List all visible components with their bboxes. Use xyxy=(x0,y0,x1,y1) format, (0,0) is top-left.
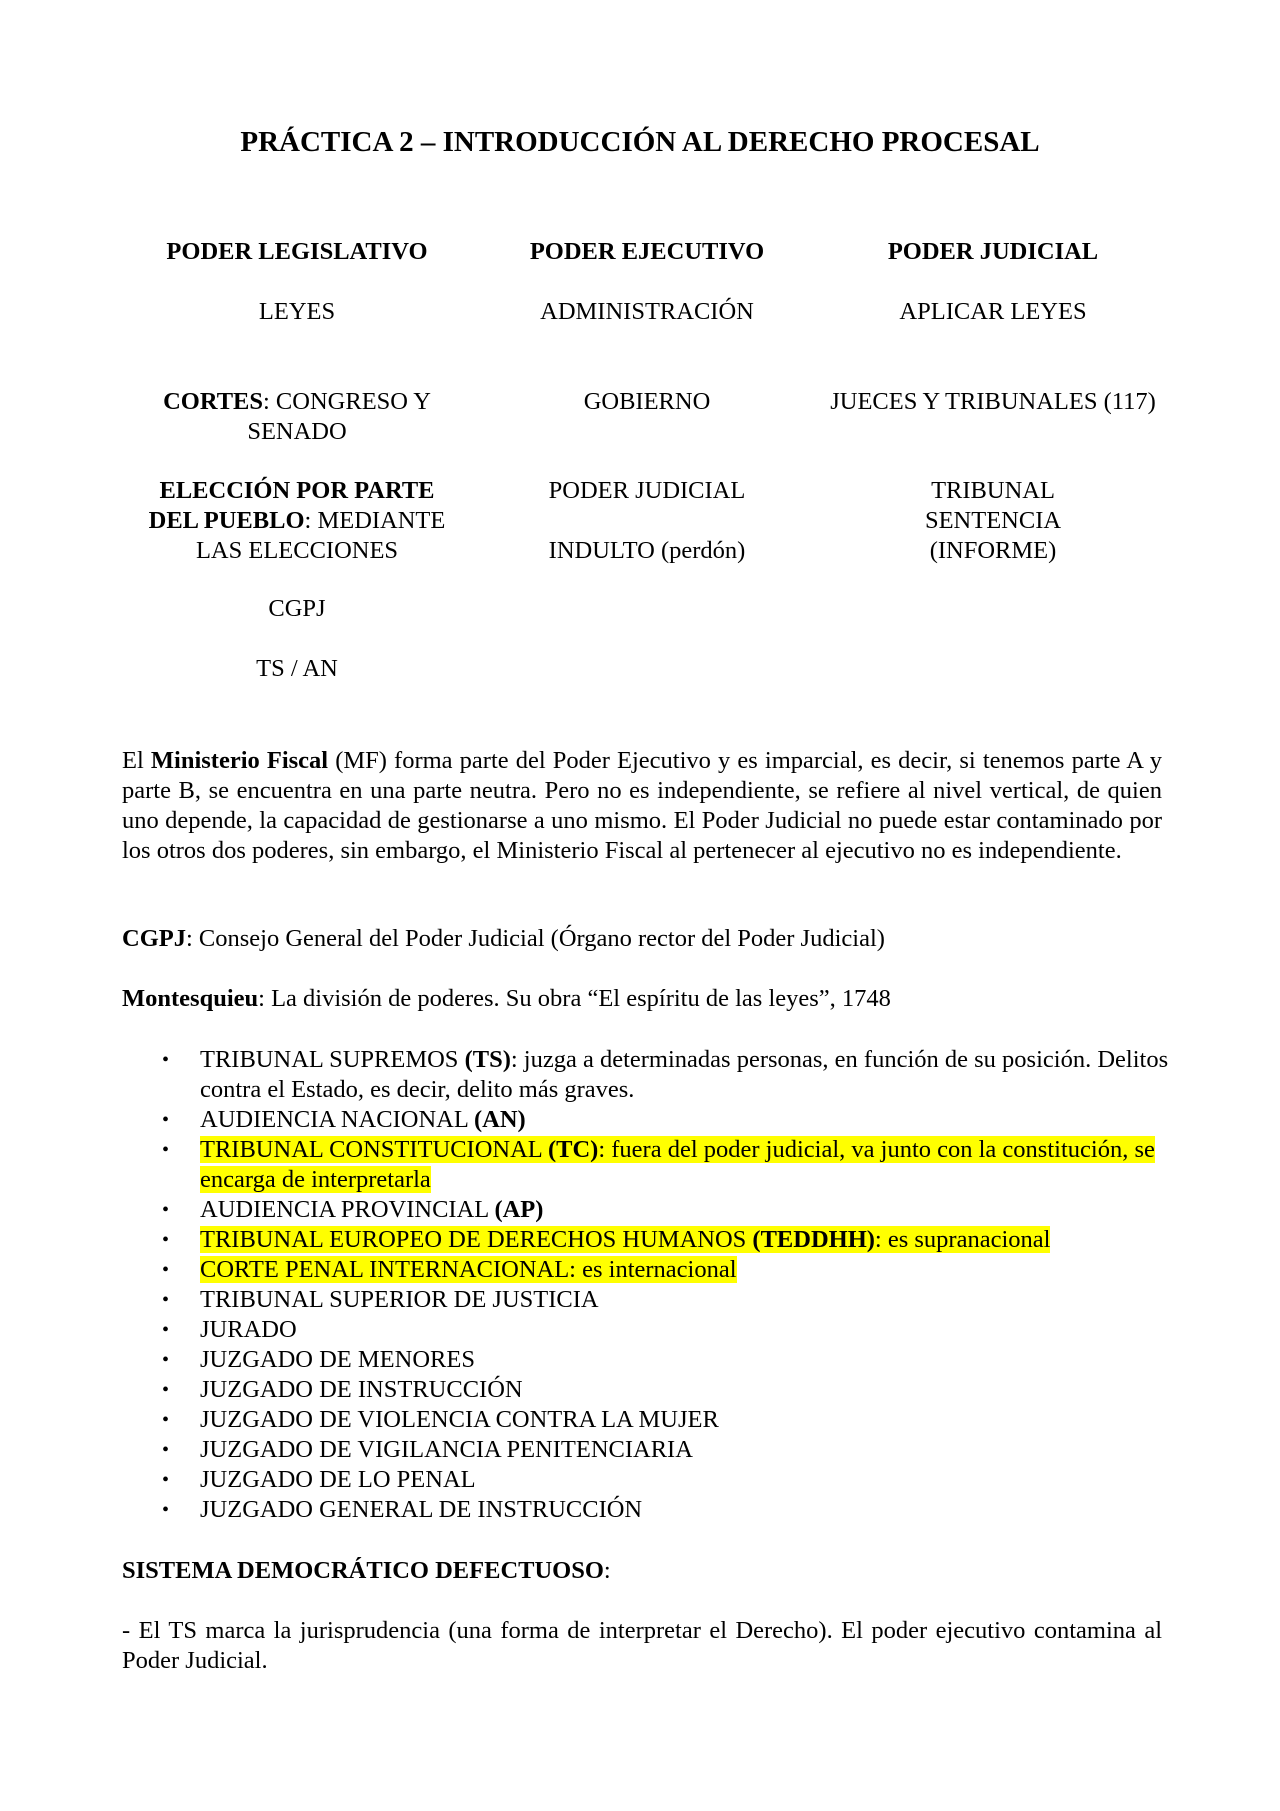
cgpj-bold: CGPJ xyxy=(122,925,186,952)
ejecutivo-poder-judicial: PODER JUDICIAL xyxy=(548,477,746,504)
bullet-icon: • xyxy=(162,1469,170,1491)
list-item-text xyxy=(200,1046,1168,1103)
bullet-icon: • xyxy=(162,1439,170,1461)
judicial-tribunal-sentencia: TRIBUNAL SENTENCIA (INFORME) xyxy=(924,477,1062,564)
bullet-icon: • xyxy=(162,1049,170,1071)
list-item-abbreviation: (AP) xyxy=(494,1196,544,1223)
list-item xyxy=(122,1375,1172,1405)
montesquieu-line xyxy=(122,984,1162,1014)
list-item-text xyxy=(200,1196,543,1223)
list-item-text xyxy=(200,1286,599,1313)
list-item-label: AUDIENCIA NACIONAL xyxy=(200,1106,475,1133)
list-item xyxy=(122,1105,1172,1135)
legislativo-eleccion-text: : MEDIANTE LAS ELECCIONES xyxy=(195,507,446,564)
bullet-icon: • xyxy=(162,1409,170,1431)
list-item-label: JUZGADO DE VIOLENCIA CONTRA LA MUJER xyxy=(200,1406,719,1433)
sistema-heading xyxy=(122,1556,1162,1586)
list-item-abbreviation: (AN) xyxy=(474,1106,526,1133)
bullet-icon: • xyxy=(162,1349,170,1371)
bullet-icon: • xyxy=(162,1319,170,1341)
list-item-label: JUZGADO DE INSTRUCCIÓN xyxy=(200,1376,523,1403)
list-item xyxy=(122,1435,1172,1465)
judicial-jueces-tribunales: JUECES Y TRIBUNALES (117) xyxy=(830,388,1156,415)
ministerio-fiscal-paragraph xyxy=(122,746,1162,866)
list-item-abbreviation: (TEDDHH) xyxy=(752,1226,875,1253)
sistema-colon: : xyxy=(603,1557,611,1584)
list-item-text xyxy=(200,1346,475,1373)
list-item xyxy=(122,1345,1172,1375)
list-item-label: JUZGADO DE VIGILANCIA PENITENCIARIA xyxy=(200,1436,693,1463)
list-item-description: : es supranacional xyxy=(874,1226,1051,1253)
legislativo-cortes xyxy=(132,387,462,447)
list-item-text xyxy=(200,1496,642,1523)
list-item xyxy=(122,1495,1172,1525)
list-item-text xyxy=(200,1316,297,1343)
list-item-abbreviation: (TC) xyxy=(547,1136,599,1163)
page-title: PRÁCTICA 2 – INTRODUCCIÓN AL DERECHO PROCESAL xyxy=(240,126,1040,158)
mf-text: (MF) forma parte del Poder Ejecutivo y es imparcial, es decir, si tenemos parte A y parte B, se encuentra en una parte neutra. Pero no es independiente, se refiere al nivel vertical, de quien uno depende, la capacidad de gestionarse a uno mismo. El Poder Judicial no puede estar contaminado por los otros dos poderes, sin embargo, el Ministerio Fiscal al pertenecer al ejecutivo no es independiente. xyxy=(122,747,1162,864)
legislativo-eleccion-bold: ELECCIÓN POR PARTE DEL PUEBLO xyxy=(148,477,435,534)
legislativo-leyes: LEYES xyxy=(258,298,336,325)
legislativo-cortes-text: : CONGRESO Y SENADO xyxy=(247,388,431,445)
list-item-text xyxy=(200,1226,1050,1253)
column-header-judicial: PODER JUDICIAL xyxy=(887,238,1099,265)
list-item xyxy=(122,1465,1172,1495)
mf-bold: Ministerio Fiscal xyxy=(150,747,329,774)
cgpj-definition xyxy=(122,924,1162,954)
list-item xyxy=(122,1135,1172,1195)
bullet-icon: • xyxy=(162,1289,170,1311)
legislativo-eleccion xyxy=(132,476,462,566)
bullet-icon: • xyxy=(162,1109,170,1131)
list-item-text xyxy=(200,1466,476,1493)
list-item-label: AUDIENCIA PROVINCIAL xyxy=(200,1196,495,1223)
ejecutivo-administracion: ADMINISTRACIÓN xyxy=(540,298,754,325)
list-item-label: TRIBUNAL SUPREMOS xyxy=(200,1046,465,1073)
list-item-label: TRIBUNAL SUPERIOR DE JUSTICIA xyxy=(200,1286,599,1313)
ts-paragraph: - El TS marca la jurisprudencia (una forma de interpretar el Derecho). El poder ejecutivo contamina al Poder Judicial. xyxy=(122,1617,1162,1674)
tribunals-list xyxy=(122,1045,1172,1525)
cgpj-text: : Consejo General del Poder Judicial (Órgano rector del Poder Judicial) xyxy=(185,925,885,952)
list-item xyxy=(122,1255,1172,1285)
list-item-abbreviation: (TS) xyxy=(464,1046,511,1073)
bullet-icon: • xyxy=(162,1229,170,1251)
list-item-description: : juzga a determinadas personas, en función de su posición. Delitos contra el Estado, es decir, delito más graves. xyxy=(200,1046,1169,1103)
list-item-text xyxy=(200,1376,523,1403)
sistema-bold: SISTEMA DEMOCRÁTICO DEFECTUOSO xyxy=(122,1557,604,1584)
legislativo-cgpj: CGPJ xyxy=(268,595,326,622)
list-item-description: : fuera del poder judicial, va junto con la constitución, se encarga de interpretarla xyxy=(200,1136,1155,1193)
mf-pre: El xyxy=(122,747,151,774)
bullet-icon: • xyxy=(162,1379,170,1401)
column-header-legislativo: PODER LEGISLATIVO xyxy=(166,238,428,265)
list-item-label: JUZGADO DE MENORES xyxy=(200,1346,475,1373)
legislativo-cortes-bold: CORTES xyxy=(163,388,263,415)
bullet-icon: • xyxy=(162,1199,170,1221)
montesquieu-text: : La división de poderes. Su obra “El espíritu de las leyes”, 1748 xyxy=(258,985,891,1012)
bullet-icon: • xyxy=(162,1259,170,1281)
list-item-text xyxy=(200,1256,737,1283)
list-item-text xyxy=(200,1136,1155,1193)
list-item-text xyxy=(200,1406,719,1433)
list-item-label: JURADO xyxy=(200,1316,297,1343)
list-item xyxy=(122,1045,1172,1105)
montesquieu-bold: Montesquieu xyxy=(122,985,259,1012)
column-header-ejecutivo: PODER EJECUTIVO xyxy=(529,238,765,265)
bullet-icon: • xyxy=(162,1499,170,1521)
ejecutivo-gobierno: GOBIERNO xyxy=(583,388,711,415)
list-item xyxy=(122,1315,1172,1345)
legislativo-ts-an: TS / AN xyxy=(256,655,338,682)
list-item xyxy=(122,1285,1172,1315)
list-item-label: TRIBUNAL CONSTITUCIONAL xyxy=(200,1136,548,1163)
list-item xyxy=(122,1225,1172,1255)
judicial-aplicar-leyes: APLICAR LEYES xyxy=(899,298,1087,325)
ejecutivo-indulto: INDULTO (perdón) xyxy=(548,537,746,564)
list-item-label: CORTE PENAL INTERNACIONAL: es internacional xyxy=(200,1256,737,1283)
list-item-text xyxy=(200,1106,526,1133)
list-item-label: JUZGADO GENERAL DE INSTRUCCIÓN xyxy=(200,1496,643,1523)
list-item xyxy=(122,1405,1172,1435)
list-item xyxy=(122,1195,1172,1225)
bullet-icon: • xyxy=(162,1139,170,1161)
list-item-label: JUZGADO DE LO PENAL xyxy=(200,1466,476,1493)
list-item-label: TRIBUNAL EUROPEO DE DERECHOS HUMANOS xyxy=(200,1226,753,1253)
list-item-text xyxy=(200,1436,693,1463)
